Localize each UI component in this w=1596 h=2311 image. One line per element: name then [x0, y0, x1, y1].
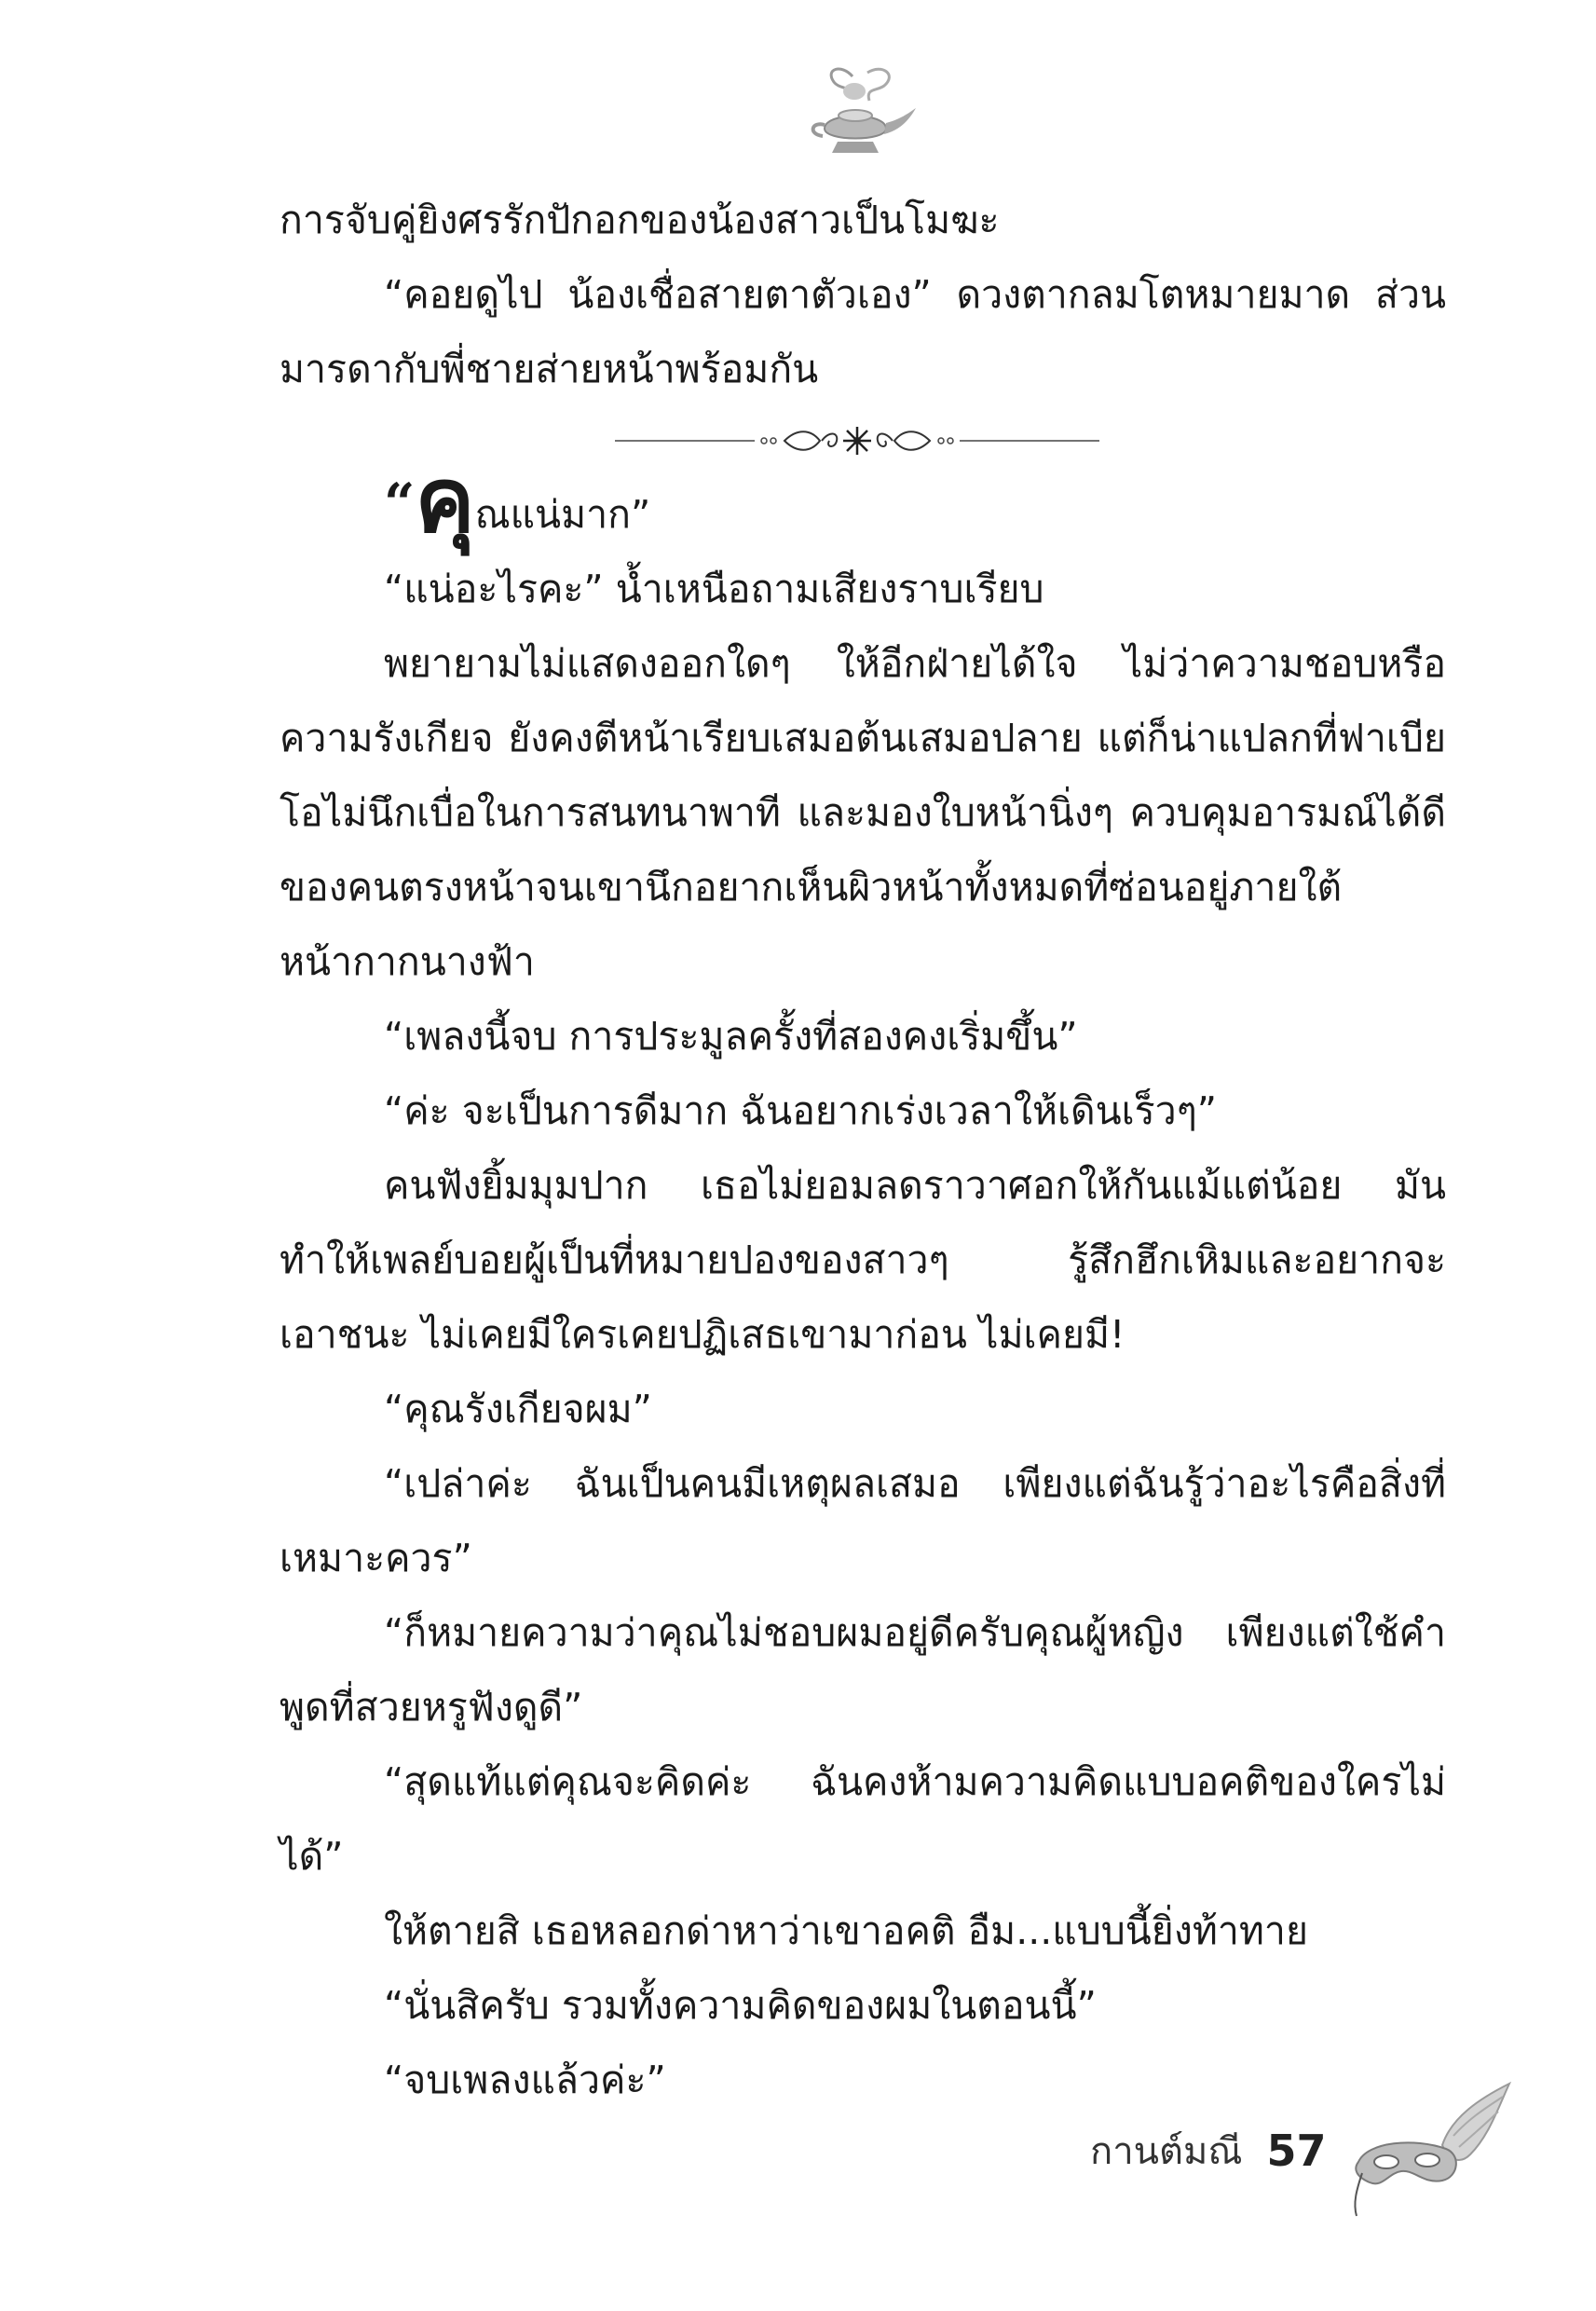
paragraph: ให้ตายสิ เธอหลอกด่าหาว่าเขาอคติ อืม...แบบนี้ยิ่งท้าทาย: [384, 1908, 1308, 1953]
paragraph: การจับคู่ยิงศรรักปักอกของน้องสาวเป็นโมฆะ: [280, 198, 1000, 242]
paragraph: “แน่อะไรคะ” น้ำเหนือถามเสียงราบเรียบ: [384, 567, 1044, 611]
paragraph: “ก็หมายความว่าคุณไม่ชอบผมอยู่ดีครับคุณผู้หญิง เพียงแต่ใช้คำพูดที่สวยหรูฟังดูดี”: [280, 1610, 1446, 1730]
chapter-body: [280, 448, 1446, 2117]
paragraph: “เปล่าค่ะ ฉันเป็นคนมีเหตุผลเสมอ เพียงแต่ฉันรู้ว่าอะไรคือสิ่งที่เหมาะควร”: [280, 1461, 1446, 1580]
running-title: กานต์มณี: [1090, 2130, 1243, 2173]
genie-lamp-icon: [797, 63, 918, 166]
page-footer: [1090, 2113, 1327, 2188]
masquerade-mask-icon: [1349, 2080, 1512, 2220]
paragraph: พยายามไม่แสดงออกใดๆ ให้อีกฝ่ายได้ใจ ไม่ว่าความชอบหรือความรังเกียจ ยังคงตีหน้าเรียบเสมอต้นเสมอปลาย แต่ก็น่าแปลกที่ฟาเบียโอไม่นึกเบื่อในการสนทนาพาที และมองใบหน้านิ่งๆ ควบคุมอารมณ์ได้ดีของคนตรงหน้าจนเขานึกอยากเห็นผิวหน้าทั้งหมดที่ซ่อนอยู่ภายใต้หน้ากากนางฟ้า: [280, 641, 1446, 984]
chapter-opening-line: [280, 448, 1446, 553]
paragraph: “ค่ะ จะเป็นการดีมาก ฉันอยากเร่งเวลาให้เดินเร็วๆ”: [384, 1088, 1217, 1133]
paragraph: “นั่นสิครับ รวมทั้งความคิดของผมในตอนนี้”: [384, 1983, 1097, 2028]
top-text-block: [280, 183, 1446, 406]
paragraph: “คอยดูไป น้องเชื่อสายตาตัวเอง” ดวงตากลมโตหมายมาด ส่วนมารดากับพี่ชายส่ายหน้าพร้อมกัน: [280, 272, 1446, 391]
paragraph: “คุณรังเกียจผม”: [384, 1387, 652, 1431]
opening-line-text: ณแน่มาก”: [474, 492, 651, 537]
paragraph: คนฟังยิ้มมุมปาก เธอไม่ยอมลดราวาศอกให้กันแม้แต่น้อย มันทำให้เพลย์บอยผู้เป็นที่หมายปองของสาวๆ รู้สึกฮึกเหิมและอยากจะเอาชนะ ไม่เคยมีใครเคยปฏิเสธเขามาก่อน ไม่เคยมี!: [280, 1163, 1446, 1357]
ornamental-divider-icon: [615, 417, 1099, 464]
page-number: 57: [1266, 2126, 1327, 2176]
paragraph: “สุดแท้แต่คุณจะคิดค่ะ ฉันคงห้ามความคิดแบบอคติของใครไม่ได้”: [280, 1759, 1446, 1879]
paragraph: “เพลงนี้จบ การประมูลครั้งที่สองคงเริ่มขึ้น”: [384, 1014, 1078, 1059]
drop-cap: คุ: [415, 448, 475, 553]
paragraph: “จบเพลงแล้วค่ะ”: [384, 2058, 666, 2102]
drop-quote: “: [384, 472, 416, 535]
